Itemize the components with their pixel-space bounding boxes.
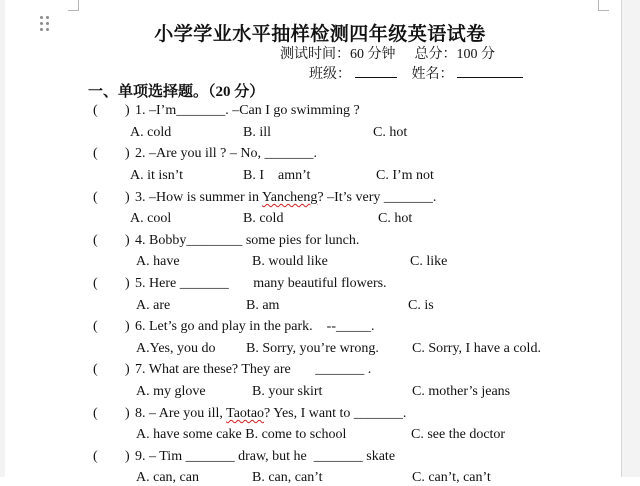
total-score-label: 总分：100 分 [414, 47, 495, 62]
option-c: C. mother’s jeans [412, 384, 511, 399]
question-text: 7. What are these? They are _______ . [135, 362, 372, 377]
option-c: C. hot [373, 125, 408, 140]
option-c: C. hot [378, 211, 413, 226]
name-blank [457, 65, 523, 78]
option-a: A. are [136, 298, 171, 313]
option-c: C. like [410, 254, 448, 269]
option-a: A. cold [130, 125, 172, 140]
answer-open-paren: ( [93, 233, 98, 248]
option-a: A. it isn’t [130, 168, 184, 183]
class-blank [355, 65, 397, 78]
option-b: B. would like [252, 254, 328, 269]
question-text: 9. – Tim _______ draw, but he _______ skate [135, 449, 396, 464]
answer-close-paren: ) [125, 449, 130, 464]
document-title: 小学学业水平抽样检测四年级英语试卷 [154, 24, 486, 45]
option-a: A. my glove [136, 384, 206, 399]
answer-close-paren: ) [125, 146, 130, 161]
option-a: A. can, can [136, 470, 199, 485]
question-text-part: 8. – Are you ill, [135, 406, 227, 421]
spellcheck-word[interactable]: Taotao [226, 406, 265, 421]
question-text-part: ? –It’s very _______. [317, 190, 437, 205]
answer-close-paren: ) [125, 103, 130, 118]
answer-open-paren: ( [93, 406, 98, 421]
question-text [135, 190, 436, 206]
question-text: 5. Here _______ many beautiful flowers. [135, 276, 387, 291]
class-label: 班级： [309, 67, 351, 82]
answer-close-paren: ) [125, 362, 130, 377]
option-b: B. can, can’t [252, 470, 323, 485]
question-text: 6. Let’s go and play in the park. --_____. [135, 319, 375, 334]
option-a: A. cool [130, 211, 172, 226]
answer-close-paren: ) [125, 233, 130, 248]
student-info-line [309, 63, 523, 83]
question-text: 4. Bobby________ some pies for lunch. [135, 233, 360, 248]
option-c: C. is [408, 298, 434, 313]
option-a-b: A. have some cake B. come to school [136, 427, 347, 442]
section-heading: 一、单项选择题。（20 分） [88, 84, 265, 100]
left-page-gutter [0, 0, 5, 477]
option-b: B. cold [243, 211, 284, 226]
option-c: C. can’t, can’t [412, 470, 491, 485]
page-margin-corner-left [68, 0, 79, 11]
test-time-label: 测试时间：60 分钟 [280, 47, 396, 62]
option-c: C. Sorry, I have a cold. [412, 341, 541, 356]
spellcheck-word[interactable]: Yancheng [262, 190, 318, 205]
answer-open-paren: ( [93, 190, 98, 205]
vertical-scrollbar[interactable] [621, 0, 640, 477]
name-label: 姓名： [411, 67, 454, 82]
question-text-part: 3. –How is summer in [135, 190, 263, 205]
answer-close-paren: ) [125, 319, 130, 334]
answer-close-paren: ) [125, 190, 130, 205]
option-b: B. your skirt [252, 384, 323, 399]
option-b: B. am [246, 298, 280, 313]
option-b: B. ill [243, 125, 272, 140]
page-margin-corner-right [598, 0, 609, 11]
answer-close-paren: ) [125, 406, 130, 421]
question-text: 2. –Are you ill ? – No, _______. [135, 146, 317, 161]
answer-open-paren: ( [93, 146, 98, 161]
option-a: A. have [136, 254, 180, 269]
question-text [135, 406, 406, 422]
answer-open-paren: ( [93, 362, 98, 377]
answer-open-paren: ( [93, 319, 98, 334]
answer-open-paren: ( [93, 449, 98, 464]
answer-open-paren: ( [93, 103, 98, 118]
option-a: A.Yes, you do [136, 341, 216, 356]
option-b: B. Sorry, you’re wrong. [246, 341, 379, 356]
question-text: 1. –I’m_______. –Can I go swimming ? [135, 103, 360, 118]
answer-close-paren: ) [125, 276, 130, 291]
answer-open-paren: ( [93, 276, 98, 291]
option-b: B. I amn’t [243, 168, 311, 183]
option-c: C. I’m not [376, 168, 434, 183]
test-info-line [280, 43, 495, 63]
question-text-part: ? Yes, I want to _______. [264, 406, 407, 421]
option-c: C. see the doctor [411, 427, 506, 442]
